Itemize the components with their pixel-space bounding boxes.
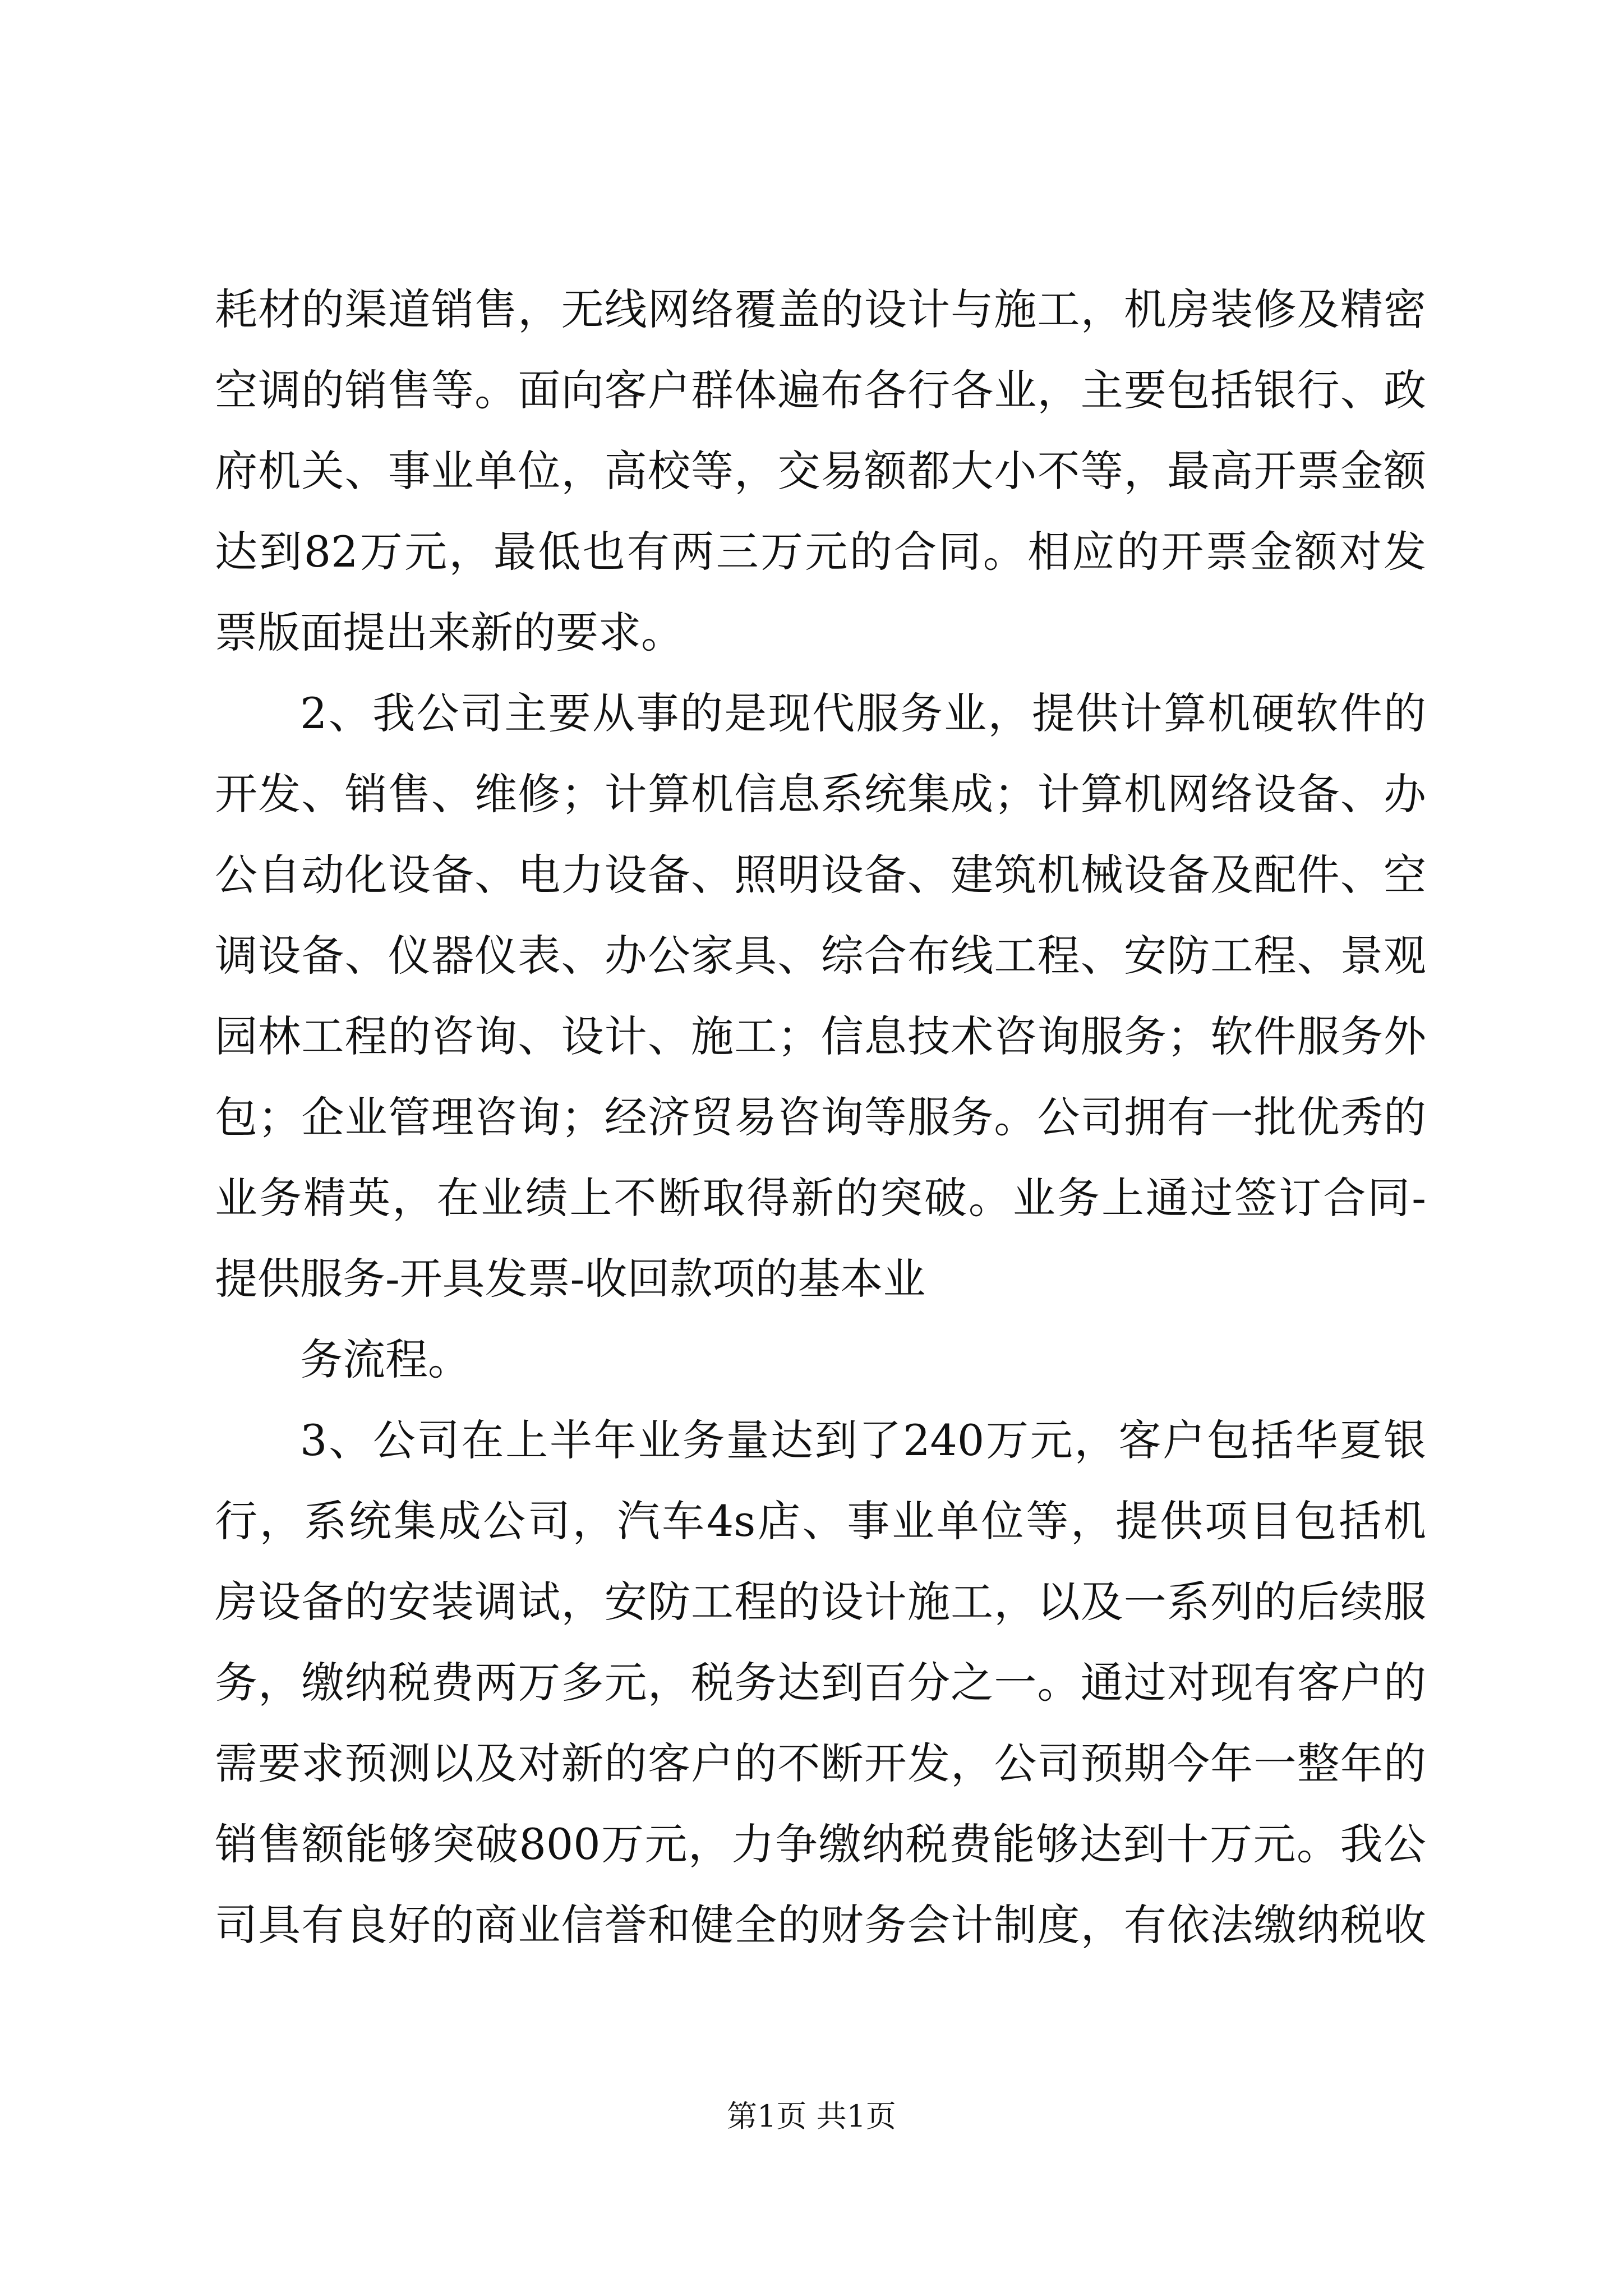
text-line: 调设备、仪器仪表、办公家具、综合布线工程、安防工程、景观 [215, 931, 1426, 981]
text-line: 公自动化设备、电力设备、照明设备、建筑机械设备及配件、空 [215, 850, 1426, 900]
text-line: 3、公司在上半年业务量达到了240万元，客户包括华夏银 [300, 1415, 1426, 1465]
paragraph-3 [215, 1319, 1426, 1400]
text-line: 园林工程的咨询、设计、施工；信息技术咨询服务；软件服务外 [215, 1011, 1426, 1061]
paragraph-4 [215, 1400, 1426, 1966]
text-line: 司具有良好的商业信誉和健全的财务会计制度，有依法缴纳税收 [215, 1900, 1426, 1950]
page-footer: 第1页 共1页 [727, 2099, 896, 2134]
text-line: 行，系统集成公司，汽车4s店、事业单位等，提供项目包括机 [215, 1496, 1426, 1546]
text-line: 2、我公司主要从事的是现代服务业，提供计算机硬软件的 [300, 688, 1426, 738]
text-line: 票版面提出来新的要求。 [215, 608, 684, 657]
text-line: 府机关、事业单位，高校等，交易额都大小不等，最高开票金额 [215, 446, 1426, 496]
text-line: 耗材的渠道销售，无线网络覆盖的设计与施工，机房装修及精密 [215, 284, 1426, 334]
text-line: 业务精英，在业绩上不断取得新的突破。业务上通过签订合同- [215, 1173, 1426, 1223]
text-line: 空调的销售等。面向客户群体遍布各行各业，主要包括银行、政 [215, 365, 1426, 415]
text-line: 房设备的安装调试，安防工程的设计施工，以及一系列的后续服 [215, 1577, 1426, 1627]
text-line: 务流程。 [300, 1335, 471, 1384]
text-line: 销售额能够突破800万元，力争缴纳税费能够达到十万元。我公 [215, 1819, 1426, 1869]
document-body [215, 269, 1426, 1966]
text-line: 达到82万元，最低也有两三万元的合同。相应的开票金额对发 [215, 527, 1426, 577]
paragraph-2 [215, 673, 1426, 1319]
paragraph-1 [215, 269, 1426, 673]
text-line: 需要求预测以及对新的客户的不断开发，公司预期今年一整年的 [215, 1738, 1426, 1788]
text-line: 提供服务-开具发票-收回款项的基本业 [215, 1254, 926, 1304]
text-line: 务，缴纳税费两万多元，税务达到百分之一。通过对现有客户的 [215, 1658, 1426, 1708]
text-line: 包；企业管理咨询；经济贸易咨询等服务。公司拥有一批优秀的 [215, 1092, 1426, 1142]
text-line: 开发、销售、维修；计算机信息系统集成；计算机网络设备、办 [215, 769, 1426, 819]
